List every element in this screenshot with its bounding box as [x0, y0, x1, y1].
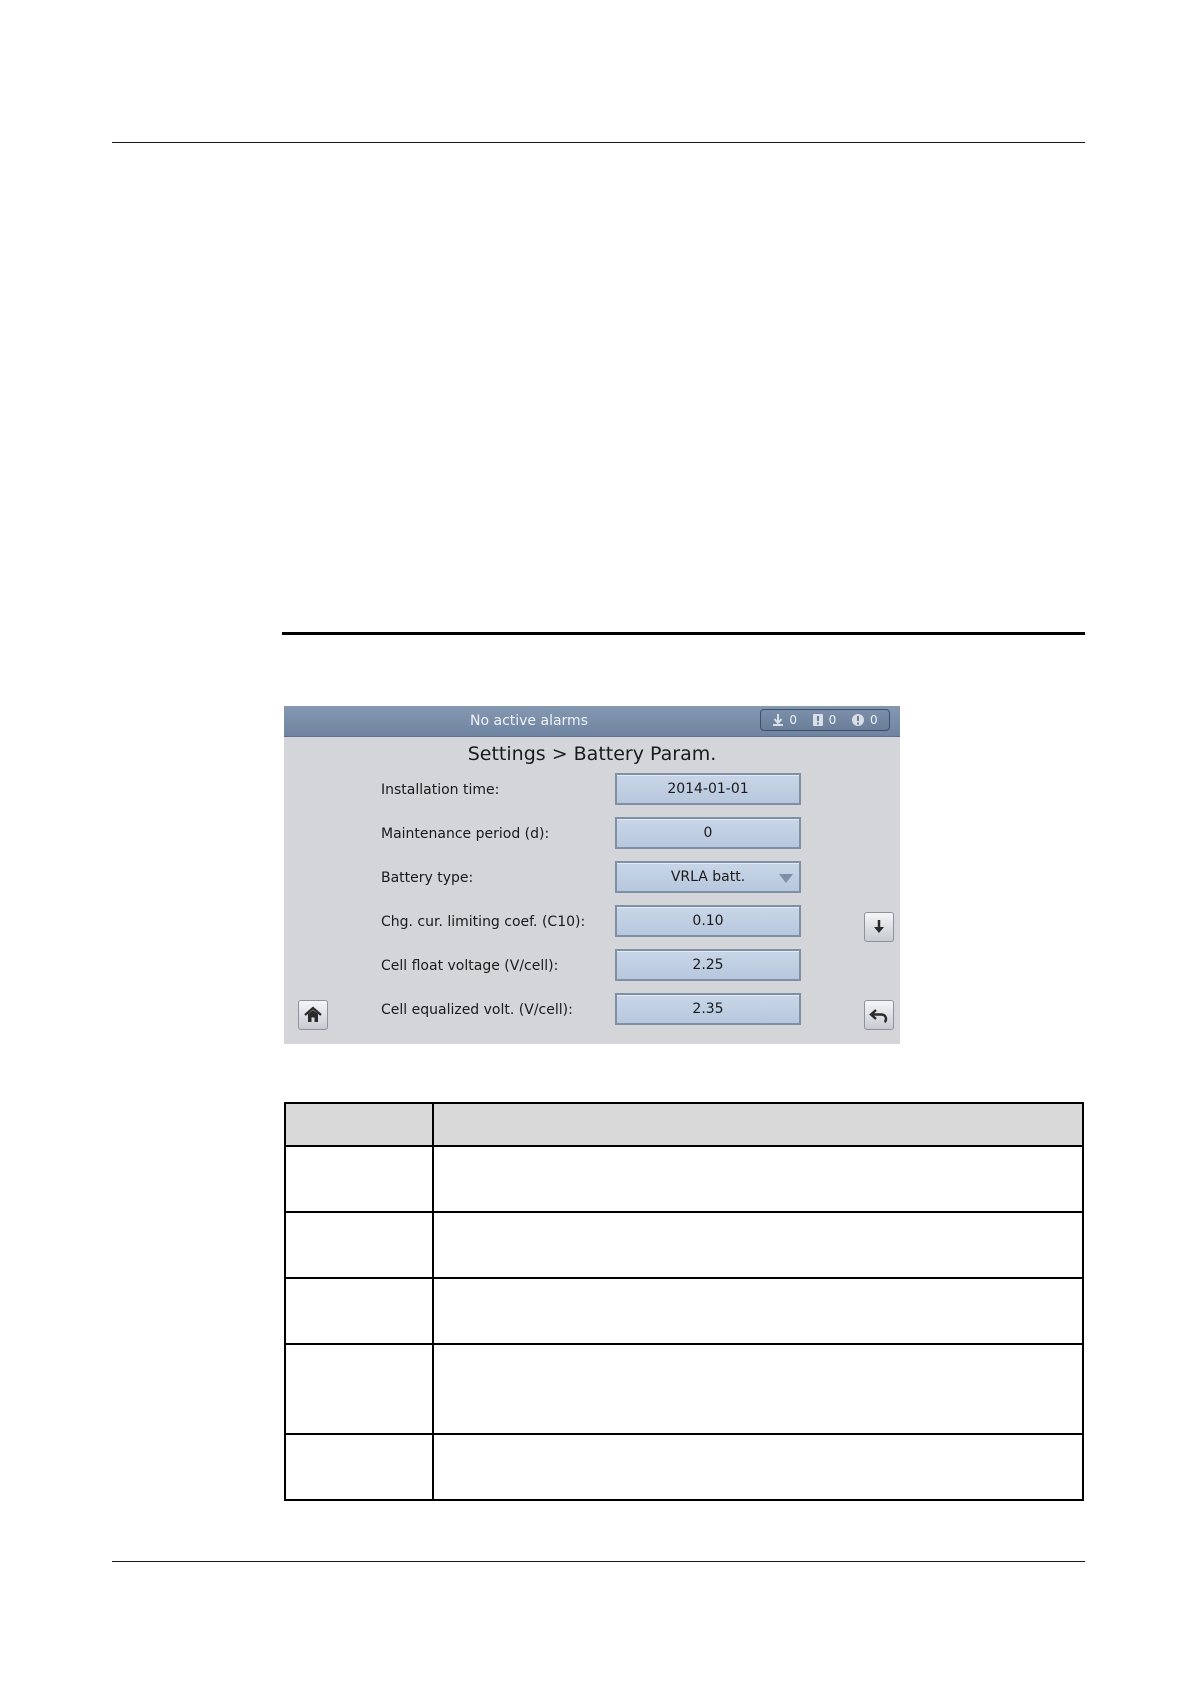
param-label: Chg. cur. limiting coef. (C10): [381, 914, 586, 930]
table-header-cell [285, 1103, 433, 1146]
footer-rule [112, 1561, 1085, 1562]
param-row-battery-type [284, 861, 900, 895]
param-label: Battery type: [381, 870, 474, 886]
major-alarm-icon [812, 713, 824, 727]
param-label: Installation time: [381, 782, 500, 798]
home-button[interactable] [298, 1000, 328, 1030]
table-cell [285, 1434, 433, 1500]
field-value: VRLA batt. [670, 869, 746, 885]
table-header-row [285, 1103, 1083, 1146]
maintenance-period-field[interactable] [615, 817, 801, 849]
parameter-table [284, 1102, 1084, 1501]
installation-time-field[interactable] [615, 773, 801, 805]
section-rule [282, 632, 1085, 635]
field-value: 2.35 [692, 1001, 724, 1017]
screen-title: Settings > Battery Param. [467, 743, 717, 765]
battery-type-select[interactable] [615, 861, 801, 893]
arrow-down-icon [871, 918, 887, 936]
alarm-bar[interactable] [284, 706, 900, 737]
minor-alarm-icon [851, 713, 865, 727]
header-rule [112, 142, 1085, 143]
cell-equalized-voltage-field[interactable] [615, 993, 801, 1025]
cell-float-voltage-field[interactable] [615, 949, 801, 981]
param-label: Maintenance period (d): [381, 826, 550, 842]
major-alarm-counter [812, 713, 837, 727]
field-value: 0.10 [692, 913, 724, 929]
table-row [285, 1212, 1083, 1278]
field-value: 2014-01-01 [667, 781, 749, 797]
table-cell [285, 1344, 433, 1434]
home-icon [303, 1006, 323, 1024]
table-row [285, 1344, 1083, 1434]
param-row-cell-equalized-voltage [284, 993, 900, 1027]
table-row [285, 1278, 1083, 1344]
field-value: 0 [703, 825, 713, 841]
table-row [285, 1434, 1083, 1500]
param-row-charge-current-limit [284, 905, 900, 939]
param-row-cell-float-voltage [284, 949, 900, 983]
table-cell [433, 1146, 1083, 1212]
page-down-button[interactable] [864, 912, 894, 942]
critical-alarm-counter [772, 713, 797, 727]
minor-alarm-counter [851, 713, 878, 727]
table-row [285, 1146, 1083, 1212]
critical-alarm-count: 0 [789, 713, 797, 727]
battery-param-screen [284, 706, 900, 1044]
field-value: 2.25 [692, 957, 724, 973]
table-cell [433, 1278, 1083, 1344]
back-button[interactable] [864, 1000, 894, 1030]
alarm-counters[interactable] [760, 709, 890, 731]
table-cell [285, 1146, 433, 1212]
critical-alarm-icon [772, 713, 784, 727]
table-cell [433, 1344, 1083, 1434]
table-cell [285, 1212, 433, 1278]
table-cell [433, 1212, 1083, 1278]
dropdown-arrow-icon [779, 874, 793, 883]
param-row-maintenance-period [284, 817, 900, 851]
table-cell [285, 1278, 433, 1344]
param-label: Cell equalized volt. (V/cell): [381, 1002, 573, 1018]
charge-current-limit-field[interactable] [615, 905, 801, 937]
alarm-status-text: No active alarms [470, 713, 588, 729]
table-cell [433, 1434, 1083, 1500]
major-alarm-count: 0 [828, 713, 837, 727]
param-label: Cell float voltage (V/cell): [381, 958, 559, 974]
table-header-cell [433, 1103, 1083, 1146]
minor-alarm-count: 0 [870, 713, 878, 727]
back-arrow-icon [869, 1006, 889, 1024]
param-row-installation-time [284, 773, 900, 807]
